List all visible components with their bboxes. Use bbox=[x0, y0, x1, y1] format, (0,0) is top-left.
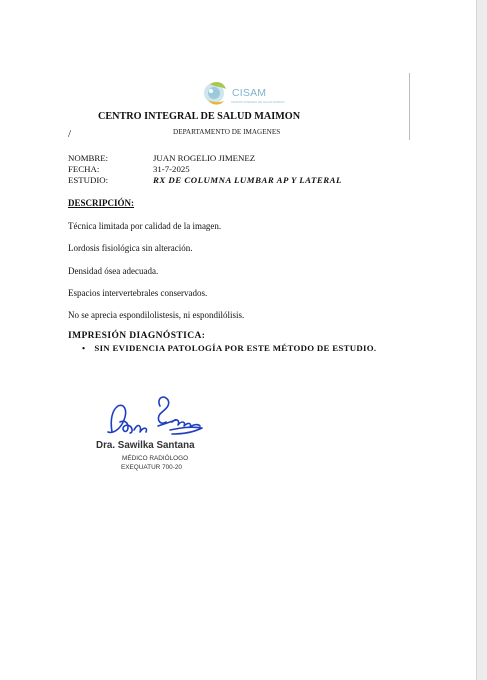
description-title: DESCRIPCIÓN: bbox=[68, 198, 135, 208]
signer-exequatur: EXEQUATUR 700-20 bbox=[121, 464, 182, 471]
vertical-scrollbar[interactable] bbox=[476, 0, 487, 680]
slash-mark: / bbox=[68, 128, 72, 140]
department-name: DEPARTAMENTO DE IMAGENES bbox=[173, 128, 281, 136]
finding-item: Densidad ósea adecuada. bbox=[68, 266, 159, 276]
finding-item: Espacios intervertebrales conservados. bbox=[68, 288, 208, 298]
impression-item bbox=[82, 343, 376, 353]
finding-item: Lordosis fisiológica sin alteración. bbox=[68, 243, 193, 253]
center-name: CENTRO INTEGRAL DE SALUD MAIMON bbox=[98, 111, 301, 122]
finding-item: No se aprecia espondilolistesis, ni espondilólisis. bbox=[68, 310, 245, 320]
bullet-icon: • bbox=[82, 343, 86, 353]
study-value: RX DE COLUMNA LUMBAR AP Y LATERAL bbox=[153, 175, 342, 185]
header-divider bbox=[409, 73, 410, 140]
name-label: NOMBRE: bbox=[68, 153, 109, 163]
logo-wordmark: CISAM bbox=[232, 87, 267, 99]
signer-title: MÉDICO RADIÓLOGO bbox=[122, 455, 189, 462]
signer-name: Dra. Sawilka Santana bbox=[96, 440, 195, 451]
handwritten-signature bbox=[98, 392, 208, 442]
finding-item: Técnica limitada por calidad de la imagen. bbox=[68, 221, 222, 231]
name-value: JUAN ROGELIO JIMENEZ bbox=[153, 153, 256, 163]
impression-title: IMPRESIÓN DIAGNÓSTICA: bbox=[68, 331, 206, 341]
date-value: 31-7-2025 bbox=[153, 164, 190, 174]
date-label: FECHA: bbox=[68, 164, 100, 174]
logo-subtext: CENTRO INTEGRAL DE SALUD MAIMON bbox=[231, 100, 285, 104]
study-label: ESTUDIO: bbox=[68, 175, 109, 185]
impression-text: SIN EVIDENCIA PATOLOGÍA POR ESTE MÉTODO DE ESTUDIO. bbox=[94, 343, 377, 353]
